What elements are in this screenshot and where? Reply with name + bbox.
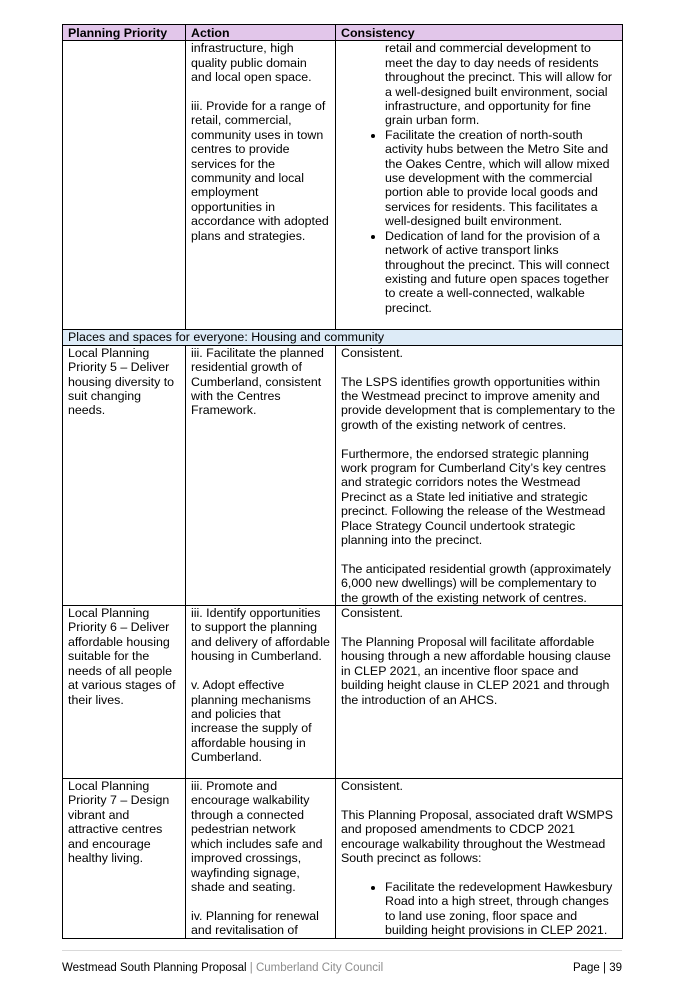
action-text: iii. Provide for a range of retail, commercial, community uses in town centres to provide services for the community and local employment opportunities in accordance with adopted plans and strategies. bbox=[191, 99, 329, 243]
header-action: Action bbox=[186, 25, 336, 41]
consistency-text: The LSPS identifies growth opportunities within the Westmead precinct to improve amenity and provide development that is complementary to the growth of the existing network of centres. bbox=[341, 374, 616, 432]
consistency-list bbox=[341, 128, 617, 315]
consistency-text: Consistent. bbox=[341, 779, 403, 794]
table-row bbox=[63, 41, 623, 330]
table-row bbox=[63, 606, 623, 779]
footer-divider bbox=[62, 950, 622, 951]
priority-cell: Local Planning Priority 5 – Deliver housing diversity to suit changing needs. bbox=[63, 345, 186, 605]
section-row bbox=[63, 330, 623, 345]
planning-priority-table bbox=[62, 24, 623, 939]
action-cell bbox=[186, 41, 336, 330]
table-row bbox=[63, 779, 623, 938]
action-text: iv. Planning for renewal and revitalisation of bbox=[191, 908, 319, 938]
priority-cell: Local Planning Priority 7 – Design vibrant and attractive centres and encourage healthy living. bbox=[63, 779, 186, 938]
action-cell: iii. Facilitate the planned residential growth of Cumberland, consistent with the Centres Framework. bbox=[186, 345, 336, 605]
table-row bbox=[63, 345, 623, 605]
consistency-bullet: • Dedication of land for the provision of a network of active transport links throughout the precinct. This will connect existing and future open spaces together to create a well-connected, walkable precinct. bbox=[385, 229, 617, 315]
consistency-bullet-continued: retail and commercial development to meet the day to day needs of residents throughout the precinct. This will allow for a well-designed built environment, social infrastructure, and opportunity for fine grain urban form. bbox=[385, 41, 613, 128]
footer-separator: | bbox=[246, 962, 256, 974]
consistency-text: Furthermore, the endorsed strategic planning work program for Cumberland City’s key centres and strategic corridors notes the Westmead Precinct as a State led initiative and strategic precinct. Following the release of the Westmead Place Strategy Council undertook strategic planning into the precinct. bbox=[341, 446, 606, 548]
footer-title: Westmead South Planning Proposal bbox=[62, 962, 247, 974]
action-text: iii. Identify opportunities to support the planning and delivery of affordable housing in Cumberland. bbox=[191, 606, 330, 664]
action-text: v. Adopt effective planning mechanisms and policies that increase the supply of affordable housing in Cumberland. bbox=[191, 678, 312, 765]
consistency-cell bbox=[336, 41, 623, 330]
consistency-cell bbox=[336, 779, 623, 938]
action-text: iii. Promote and encourage walkability through a connected pedestrian network which includes safe and improved crossings, wayfinding signage, shade and seating. bbox=[191, 779, 323, 894]
priority-cell bbox=[63, 41, 186, 330]
footer-document-title bbox=[62, 962, 383, 974]
header-planning-priority: Planning Priority bbox=[63, 25, 186, 41]
action-cell bbox=[186, 779, 336, 938]
page-number: Page | 39 bbox=[572, 962, 622, 974]
consistency-text: The anticipated residential growth (approximately 6,000 new dwellings) will be complementary to the growth of the existing network of centres. bbox=[341, 561, 611, 605]
priority-cell: Local Planning Priority 6 – Deliver affordable housing suitable for the needs of all people at various stages of their lives. bbox=[63, 606, 186, 779]
section-heading: Places and spaces for everyone: Housing and community bbox=[63, 330, 623, 345]
consistency-text: Consistent. bbox=[341, 345, 403, 360]
consistency-list bbox=[341, 880, 617, 938]
footer-organisation: Cumberland City Council bbox=[255, 962, 384, 974]
consistency-text: This Planning Proposal, associated draft WSMPS and proposed amendments to CDCP 2021 encourage walkability throughout the Westmead South precinct as follows: bbox=[341, 807, 614, 866]
consistency-text: Consistent. bbox=[341, 606, 403, 621]
table-header-row bbox=[63, 25, 623, 41]
header-consistency: Consistency bbox=[336, 25, 623, 41]
action-cell bbox=[186, 606, 336, 779]
consistency-bullet: • Facilitate the redevelopment Hawkesbury Road into a high street, through changes to land use zoning, floor space and building height provisions in CLEP 2021. bbox=[385, 880, 617, 938]
action-text: infrastructure, high quality public domain and local open space. bbox=[191, 41, 312, 85]
consistency-list bbox=[341, 41, 617, 127]
consistency-cell bbox=[336, 606, 623, 779]
consistency-text: The Planning Proposal will facilitate affordable housing through a new affordable housing clause in CLEP 2021, an incentive floor space and building height clause in CLEP 2021 and through the introduction of an AHCS. bbox=[341, 634, 611, 707]
consistency-cell bbox=[336, 345, 623, 605]
consistency-bullet: • Facilitate the creation of north-south activity hubs between the Metro Site and the Oakes Centre, which will allow mixed use development with the commercial portion able to provide local goods and services for residents. This facilitates a well-designed built environment. bbox=[385, 128, 617, 229]
